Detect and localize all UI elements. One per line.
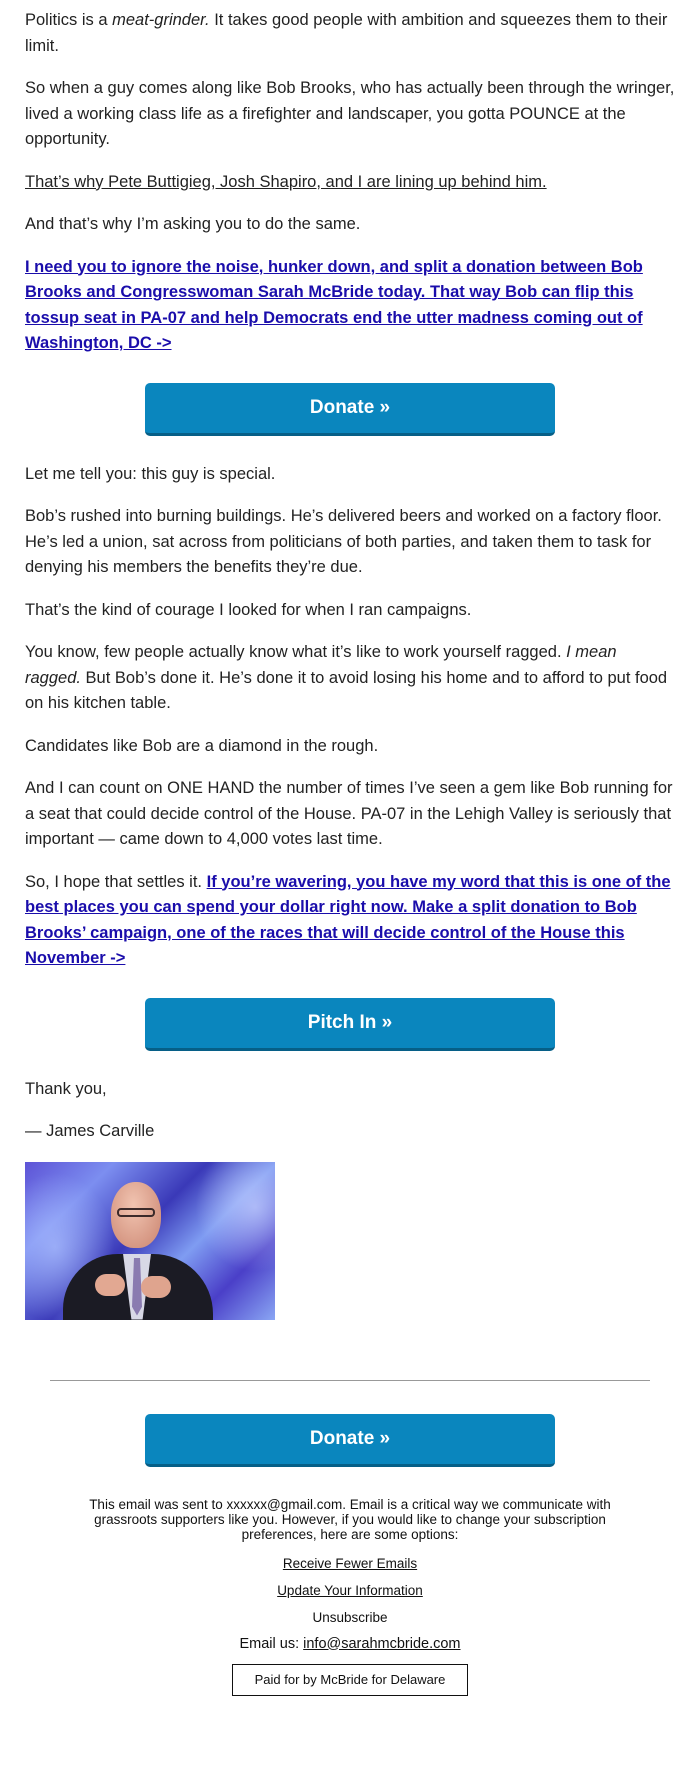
thank-you-text: Thank you,: [25, 1079, 107, 1098]
james-carville-photo: [25, 1162, 275, 1320]
update-information-link[interactable]: Update Your Information: [277, 1582, 423, 1598]
paragraph-intro: [25, 8, 675, 59]
paragraph-endorsers: [25, 170, 675, 196]
paragraph-text: You know, few people actually know what it’s like to work yourself ragged.: [25, 643, 567, 661]
paragraph-courage: That’s the kind of courage I looked for when I ran campaigns.: [25, 600, 472, 619]
paragraph-text: Politics is a: [25, 11, 113, 29]
contact-email-link[interactable]: info@sarahmcbride.com: [303, 1635, 461, 1652]
paragraph-text: But Bob’s done it. He’s done it to avoid losing his home and to afford to put food on his kitchen table.: [25, 668, 668, 712]
paid-for-disclaimer: Paid for by McBride for Delaware: [232, 1664, 468, 1696]
footer-donate-button-row: [0, 1414, 700, 1467]
paragraph-ask: And that’s why I’m asking you to do the same.: [25, 215, 361, 233]
unsubscribe-link[interactable]: Unsubscribe: [312, 1609, 388, 1625]
paragraph-text: It takes good people with ambition and squeezes them to their limit.: [25, 11, 668, 55]
email-prefix-text: Email us:: [239, 1635, 304, 1652]
pitch-in-button-row: [25, 998, 675, 1051]
receive-fewer-emails-link[interactable]: Receive Fewer Emails: [282, 1555, 418, 1571]
footer: [0, 1497, 700, 1696]
paragraph-donation-cta: [25, 255, 675, 357]
paragraph-text: So, I hope that settles it.: [25, 872, 207, 891]
emphasis-text: meat-grinder.: [112, 11, 210, 29]
footer-donate-button[interactable]: Donate »: [145, 1414, 555, 1467]
paragraph-ragged: [25, 640, 675, 717]
split-donation-link[interactable]: I need you to ignore the noise, hunker down, and split a donation between Bob Brooks and Congresswoman Sarah McBride today. That way Bob can flip this tossup seat in PA-07 and help Democrats end the utter madness coming out of Washington, DC ->: [25, 257, 643, 352]
paragraph-bob-brooks: So when a guy comes along like Bob Brooks, who has actually been through the wringer, lived a working class life as a firefighter and landscaper, you gotta POUNCE at the opportunity.: [25, 79, 675, 148]
donate-button[interactable]: Donate »: [145, 383, 555, 436]
paragraph-special: Let me tell you: this guy is special.: [25, 464, 276, 483]
signoff: [25, 1077, 675, 1145]
footer-notice: This email was sent to xxxxxx@gmail.com. Email is a critical way we communicate with grassroots supporters like you. However, if you would like to change your subscription preferences, here are some options:: [89, 1496, 611, 1542]
signature-text: — James Carville: [25, 1122, 155, 1140]
endorsers-link[interactable]: That’s why Pete Buttigieg, Josh Shapiro, and I are lining up behind him.: [25, 172, 547, 191]
paragraph-diamond: Candidates like Bob are a diamond in the rough.: [25, 736, 379, 755]
paragraph-settles-it: [25, 870, 675, 972]
donate-button-row: [25, 383, 675, 436]
footer-email-line: [0, 1637, 700, 1652]
footer-divider: [50, 1380, 650, 1381]
paragraph-one-hand: And I can count on ONE HAND the number of times I’ve seen a gem like Bob running for a seat that could decide control of the House. PA-07 in the Lehigh Valley is seriously that important — came down to 4,000 votes last time.: [25, 779, 673, 848]
pitch-in-link[interactable]: If you’re wavering, you have my word that this is one of the best places you can spend your dollar right now. Make a split donation to Bob Brooks’ campaign, one of the races that will decide control of the House this November ->: [25, 872, 671, 967]
paragraph-background: Bob’s rushed into burning buildings. He’s delivered beers and worked on a factory floor. He’s led a union, sat across from politicians of both parties, and taken them to task for denying his members the benefits they’re due.: [25, 507, 662, 576]
emphasis-text: I mean ragged.: [25, 643, 617, 687]
pitch-in-button[interactable]: Pitch In »: [145, 998, 555, 1051]
